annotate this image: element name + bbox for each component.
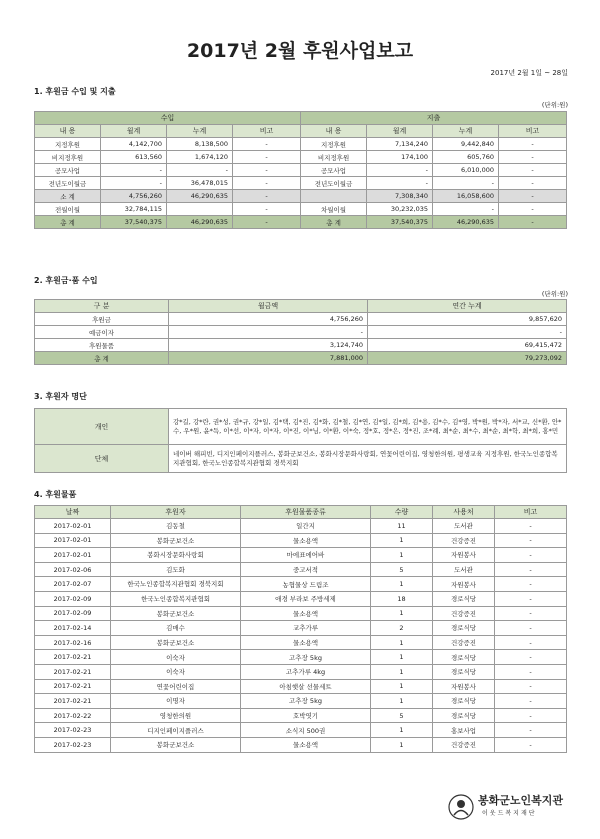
table-cell: -: [368, 326, 567, 339]
table-cell: 경로식당: [433, 694, 495, 709]
table-cell: 2017-02-21: [35, 650, 111, 665]
table-cell: 교추가루: [241, 621, 371, 636]
column-header: 월금액: [169, 300, 368, 313]
table-cell: 4,142,700: [101, 138, 167, 151]
table-cell: 7,881,000: [169, 352, 368, 365]
table-cell: -: [495, 635, 567, 650]
table-cell: -: [233, 216, 301, 229]
section2-unit: (단위:원): [541, 290, 568, 298]
table-cell: 홍보사업: [433, 723, 495, 738]
table-row: [35, 664, 567, 679]
table-cell: 1: [371, 737, 433, 752]
table-cell: -: [495, 737, 567, 752]
table-cell: 비지정후원: [301, 151, 367, 164]
table-cell: 2017-02-14: [35, 621, 111, 636]
table-cell: 아침햇살 선물세트: [241, 679, 371, 694]
table-cell: 37,540,375: [101, 216, 167, 229]
column-header: 내 용: [301, 125, 367, 138]
table-cell: -: [495, 679, 567, 694]
table-cell: 도서관: [433, 519, 495, 534]
table-row: [35, 519, 567, 534]
table-cell: 9,442,840: [433, 138, 499, 151]
table-row: [35, 621, 567, 636]
table-cell: -: [499, 216, 567, 229]
table-cell: 한국노인종합복지관협회 경북지회: [111, 577, 241, 592]
table-cell: 30,232,035: [367, 203, 433, 216]
table-cell: 2017-02-01: [35, 533, 111, 548]
table-cell: -: [495, 548, 567, 563]
table-cell: 46,290,635: [433, 216, 499, 229]
table-cell: 공모사업: [301, 164, 367, 177]
table-cell: -: [433, 203, 499, 216]
table-cell: 1: [371, 548, 433, 563]
table-cell: 605,760: [433, 151, 499, 164]
table-cell: -: [499, 151, 567, 164]
table-row: [35, 151, 567, 164]
table-cell: -: [495, 723, 567, 738]
table-cell: 경로식당: [433, 591, 495, 606]
table-cell: 79,273,092: [368, 352, 567, 365]
group-label: 단체: [35, 445, 169, 473]
column-header: 누계: [167, 125, 233, 138]
section4-heading: 4. 후원물품: [34, 490, 77, 499]
table-cell: 46,290,635: [167, 216, 233, 229]
table-row: [35, 635, 567, 650]
table-cell: -: [495, 519, 567, 534]
table-cell: 69,415,472: [368, 339, 567, 352]
column-header-row: [35, 506, 567, 519]
table-row: [35, 548, 567, 563]
table-cell: -: [167, 164, 233, 177]
table-cell: 김매수: [111, 621, 241, 636]
table-cell: -: [233, 164, 301, 177]
table-cell: 9,857,620: [368, 313, 567, 326]
table-cell: 봉화군보건소: [111, 737, 241, 752]
table-cell: 애경 부라보 주방세제: [241, 591, 371, 606]
column-header: 사용처: [433, 506, 495, 519]
table-cell: -: [169, 326, 368, 339]
table-cell: 건강증진: [433, 606, 495, 621]
table-cell: -: [499, 164, 567, 177]
organization-logo: [448, 790, 568, 824]
column-header: 비고: [495, 506, 567, 519]
table-row: [35, 723, 567, 738]
table-cell: 중고서적: [241, 562, 371, 577]
table-cell: -: [495, 591, 567, 606]
column-header: 수량: [371, 506, 433, 519]
table-cell: 1: [371, 694, 433, 709]
table-cell: 32,784,115: [101, 203, 167, 216]
table-cell: 3,124,740: [169, 339, 368, 352]
table-cell: 물소용액: [241, 737, 371, 752]
donation-summary-table: [34, 299, 567, 365]
table-cell: 건강증진: [433, 737, 495, 752]
table-cell: 2017-02-23: [35, 737, 111, 752]
table-cell: 36,478,015: [167, 177, 233, 190]
table-cell: 봉화군보건소: [111, 533, 241, 548]
table-cell: -: [495, 708, 567, 723]
table-cell: 2017-02-21: [35, 679, 111, 694]
table-row: [35, 694, 567, 709]
table-cell: 고추장 5kg: [241, 650, 371, 665]
table-cell: 1,674,120: [167, 151, 233, 164]
table-cell: 2017-02-16: [35, 635, 111, 650]
table-cell: -: [499, 190, 567, 203]
table-cell: 경로식당: [433, 664, 495, 679]
table-cell: -: [495, 664, 567, 679]
table-cell: -: [233, 138, 301, 151]
table-cell: 경로식당: [433, 650, 495, 665]
table-cell: 영청한의원: [111, 708, 241, 723]
table-cell: 2017-02-21: [35, 664, 111, 679]
table-cell: 2017-02-06: [35, 562, 111, 577]
table-cell: 1: [371, 606, 433, 621]
table-cell: 613,560: [101, 151, 167, 164]
table-cell: -: [499, 138, 567, 151]
table-cell: -: [433, 177, 499, 190]
section1-heading: 1. 후원금 수입 및 지출: [34, 87, 116, 96]
table-row: [35, 339, 567, 352]
table-cell: 11: [371, 519, 433, 534]
table-cell: 8,138,500: [167, 138, 233, 151]
table-cell: -: [499, 177, 567, 190]
table-cell: -: [495, 694, 567, 709]
table-cell: 호박엿기: [241, 708, 371, 723]
table-cell: 물소용액: [241, 635, 371, 650]
table-cell: -: [233, 151, 301, 164]
table-cell: 일간지: [241, 519, 371, 534]
table-row: [35, 577, 567, 592]
table-cell: -: [233, 190, 301, 203]
column-header: 날짜: [35, 506, 111, 519]
table-row: [35, 177, 567, 190]
table-cell: 2017-02-23: [35, 723, 111, 738]
table-cell: 마에표에어바: [241, 548, 371, 563]
column-header: 비고: [499, 125, 567, 138]
table-cell: 이숙자: [111, 650, 241, 665]
group-donor-names: 네이버 해피빈, 디지인페이지플러스, 봉화군보건소, 봉화시장문화사랑회, 연꽃어린이집, 영청한의원, 평생교육 지정후원, 한국노인종합복지관협회, 한국노인종합복지관협회 경북지회: [169, 445, 567, 473]
table-row: [35, 606, 567, 621]
table-cell: -: [495, 606, 567, 621]
income-header: 수입: [35, 112, 301, 125]
table-cell: 5: [371, 708, 433, 723]
table-cell: 경로식당: [433, 621, 495, 636]
column-header: 후원자: [111, 506, 241, 519]
table-cell: 고추장 5kg: [241, 694, 371, 709]
table-cell: 2017-02-21: [35, 694, 111, 709]
table-cell: 고추가루 4kg: [241, 664, 371, 679]
column-header: 구 분: [35, 300, 169, 313]
donated-goods-table: [34, 505, 567, 753]
table-cell: -: [367, 177, 433, 190]
table-cell: 총 계: [301, 216, 367, 229]
table-cell: 1: [371, 533, 433, 548]
report-title: 2017년 2월 후원사업보고: [186, 40, 414, 62]
table-cell: 1: [371, 664, 433, 679]
table-cell: 1: [371, 723, 433, 738]
table-cell: 2017-02-07: [35, 577, 111, 592]
table-row: [35, 138, 567, 151]
table-cell: -: [495, 577, 567, 592]
table-cell: 전년도이월금: [35, 177, 101, 190]
table-cell: 37,540,375: [367, 216, 433, 229]
section2-heading: 2. 후원금·품 수입: [34, 276, 98, 285]
table-cell: 이숙자: [111, 664, 241, 679]
table-cell: 한국노인종합복지관협회: [111, 591, 241, 606]
table-cell: -: [495, 650, 567, 665]
table-row: [35, 313, 567, 326]
table-cell: 5: [371, 562, 433, 577]
table-cell: 김동철: [111, 519, 241, 534]
table-cell: 전월이월: [35, 203, 101, 216]
table-cell: 지정후원: [301, 138, 367, 151]
table-cell: 1: [371, 635, 433, 650]
table-row: [35, 203, 567, 216]
table-cell: 이명자: [111, 694, 241, 709]
total-row: [35, 352, 567, 365]
table-cell: 디지인페이지플러스: [111, 723, 241, 738]
table-cell: 2017-02-22: [35, 708, 111, 723]
table-cell: 자원봉사: [433, 679, 495, 694]
table-row: [35, 679, 567, 694]
table-cell: 총 계: [35, 352, 169, 365]
table-cell: 1: [371, 650, 433, 665]
table-cell: -: [101, 177, 167, 190]
section1-unit: (단위:원): [541, 101, 568, 109]
table-cell: 지정후원: [35, 138, 101, 151]
table-cell: [167, 203, 233, 216]
column-header: 월계: [367, 125, 433, 138]
table-cell: 김도화: [111, 562, 241, 577]
table-cell: 자원봉사: [433, 548, 495, 563]
table-cell: 건강증진: [433, 533, 495, 548]
table-cell: -: [101, 164, 167, 177]
table-cell: 차월이월: [301, 203, 367, 216]
table-row: [35, 650, 567, 665]
table-cell: 2: [371, 621, 433, 636]
table-cell: 농협물상 드림조: [241, 577, 371, 592]
table-cell: 봉화시장문화사랑회: [111, 548, 241, 563]
table-cell: 7,308,340: [367, 190, 433, 203]
total-row: [35, 216, 567, 229]
table-cell: 2017-02-09: [35, 591, 111, 606]
table-cell: 2017-02-09: [35, 606, 111, 621]
organization-tagline: 이웃드복지재단: [482, 810, 537, 817]
table-cell: 전년도이월금: [301, 177, 367, 190]
table-cell: 경로식당: [433, 708, 495, 723]
table-cell: -: [495, 562, 567, 577]
table-row: [35, 164, 567, 177]
table-cell: 16,058,600: [433, 190, 499, 203]
column-header: 누계: [433, 125, 499, 138]
table-cell: 46,290,635: [167, 190, 233, 203]
seal-icon: [448, 794, 474, 820]
organization-name: 봉화군노인복지관: [478, 794, 564, 807]
table-cell: 물소용액: [241, 606, 371, 621]
table-cell: 1: [371, 679, 433, 694]
table-cell: 소 계: [35, 190, 101, 203]
table-cell: 후원금: [35, 313, 169, 326]
table-cell: 7,134,240: [367, 138, 433, 151]
table-cell: 자원봉사: [433, 577, 495, 592]
table-cell: 4,756,260: [101, 190, 167, 203]
table-cell: 공모사업: [35, 164, 101, 177]
table-row: [35, 326, 567, 339]
table-cell: -: [499, 203, 567, 216]
table-row: [35, 562, 567, 577]
donor-list-table: [34, 408, 567, 473]
table-cell: -: [233, 203, 301, 216]
table-cell: 18: [371, 591, 433, 606]
table-cell: -: [495, 533, 567, 548]
table-row: [35, 591, 567, 606]
table-cell: 2017-02-01: [35, 519, 111, 534]
table-cell: 비지정후원: [35, 151, 101, 164]
table-cell: [301, 190, 367, 203]
table-cell: 건강증진: [433, 635, 495, 650]
income-expense-table: [34, 111, 567, 229]
table-cell: 4,756,260: [169, 313, 368, 326]
table-cell: -: [233, 177, 301, 190]
table-cell: 후원물품: [35, 339, 169, 352]
column-header-row: [35, 300, 567, 313]
table-cell: 1: [371, 577, 433, 592]
personal-label: 개인: [35, 409, 169, 445]
column-header: 내 용: [35, 125, 101, 138]
table-cell: 총 계: [35, 216, 101, 229]
table-cell: 6,010,000: [433, 164, 499, 177]
table-cell: -: [495, 621, 567, 636]
table-cell: 봉화군보건소: [111, 635, 241, 650]
table-cell: 봉화군보건소: [111, 606, 241, 621]
column-header: 후원물품종류: [241, 506, 371, 519]
table-cell: 174,100: [367, 151, 433, 164]
table-cell: 도서관: [433, 562, 495, 577]
table-cell: -: [367, 164, 433, 177]
table-cell: 연꽃어린이집: [111, 679, 241, 694]
column-header: 월계: [101, 125, 167, 138]
subtotal-row: [35, 190, 567, 203]
column-header: 연간 누계: [368, 300, 567, 313]
table-cell: 2017-02-01: [35, 548, 111, 563]
table-row: [35, 533, 567, 548]
column-header-row: [35, 125, 567, 138]
table-cell: 물소용액: [241, 533, 371, 548]
table-cell: 예금이자: [35, 326, 169, 339]
expense-header: 지출: [301, 112, 567, 125]
column-header: 비고: [233, 125, 301, 138]
table-cell: 소식지 500권: [241, 723, 371, 738]
table-row: [35, 708, 567, 723]
table-row: [35, 737, 567, 752]
personal-donor-names: 강*길, 강*란, 권*성, 권*규, 강*일, 김*택, 김*진, 김*화, 김*철, 김*연, 김*일, 김*희, 김*용, 김*수, 김*영, 박*원, 박*자, 서*교, 신*환, 안*수, 우*원, 윤*득, 이*선, 이*자, 이*자, 이*진, 이*님, 이*환, 이*숙, 정*호, 정*은, 정*진, 조*례, 최*순, 최*수, 최*순, 최*학, 최*희, 홍*민: [169, 409, 567, 445]
section3-heading: 3. 후원자 명단: [34, 392, 87, 401]
report-period: 2017년 2월 1일 ~ 28일: [490, 69, 568, 77]
